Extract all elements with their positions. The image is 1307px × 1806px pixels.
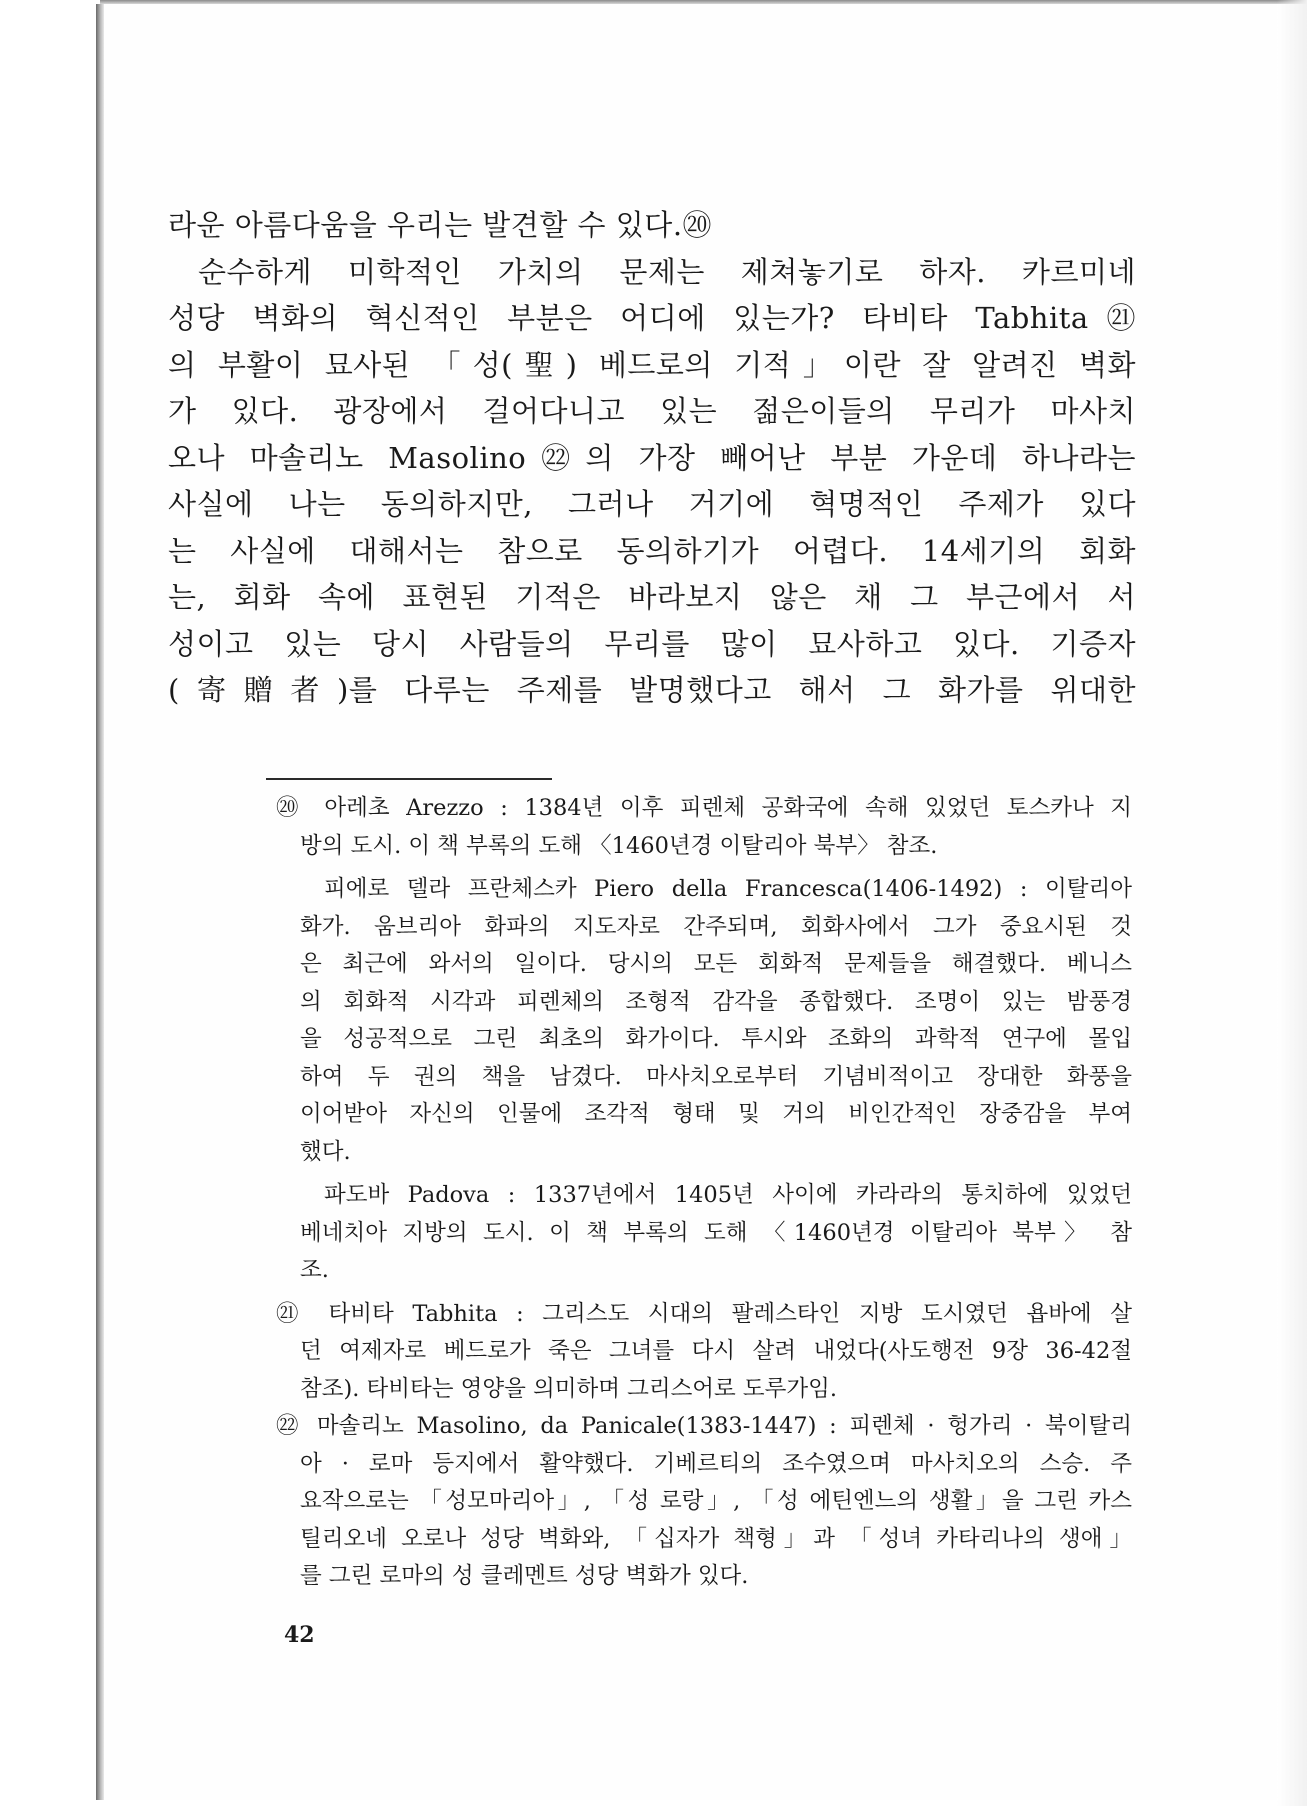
- footnote-line: 이어받아 자신의 인물에 조각적 형태 및 거의 비인간적인 장중감을 부여: [300, 1101, 1132, 1127]
- body-line: 는, 회화 속에 표현된 기적은 바라보지 않은 채 그 부근에서 서: [168, 580, 1136, 614]
- main-text: [168, 202, 1136, 714]
- page-binding-edge: [96, 4, 104, 1800]
- body-line: (寄贈者)를 다루는 주제를 발명했다고 해서 그 화가를 위대한: [168, 673, 1136, 707]
- scan-margin: [0, 0, 96, 1806]
- footnote-line: 하여 두 권의 책을 남겼다. 마사치오로부터 기념비적이고 장대한 화풍을: [300, 1063, 1132, 1090]
- footnote-line: 피에로 델라 프란체스카 Piero della Francesca(1406-1492) : 이탈리아: [324, 876, 1132, 902]
- footnote-rule: [266, 778, 552, 780]
- footnote-line: 조.: [300, 1257, 329, 1283]
- footnote-line: 틸리오네 오로나 성당 벽화와, 「십자가 책형」과 「성녀 카타리나의 생애」: [300, 1525, 1132, 1552]
- footnote-line: 요작으로는 「성모마리아」, 「성 로랑」, 「성 에틴엔느의 생활」을 그린 카스: [300, 1488, 1132, 1514]
- footnote-line: 베네치아 지방의 도시. 이 책 부록의 도해 〈1460년경 이탈리아 북부〉 참: [300, 1219, 1132, 1246]
- footnote-line: 은 최근에 와서의 일이다. 당시의 모든 회화적 문제들을 해결했다. 베니스: [300, 951, 1132, 977]
- footnote-line: ㉑ 타비타 Tabhita : 그리스도 시대의 팔레스타인 지방 도시였던 욥바에 살: [276, 1300, 1132, 1327]
- footnote-line: 을 성공적으로 그린 최초의 화가이다. 투시와 조화의 과학적 연구에 몰입: [300, 1026, 1132, 1052]
- body-line: 성당 벽화의 혁신적인 부분은 어디에 있는가? 타비타 Tabhita㉑: [168, 301, 1136, 335]
- footnote-line: 참조). 타비타는 영양을 의미하며 그리스어로 도루가임.: [300, 1375, 838, 1402]
- footnote-line: 했다.: [300, 1138, 351, 1165]
- body-line: 순수하게 미학적인 가치의 문제는 제쳐놓기로 하자. 카르미네: [198, 254, 1136, 289]
- footnote-line: ㉒ 마솔리노 Masolino, da Panicale(1383-1447) : 피렌체 · 헝가리 · 북이탈리: [276, 1413, 1132, 1439]
- footnote-line: 파도바 Padova : 1337년에서 1405년 사이에 카라라의 통치하에 있었던: [324, 1182, 1132, 1208]
- footnote-line: 의 회화적 시각과 피렌체의 조형적 감각을 종합했다. 조명이 있는 밤풍경: [300, 988, 1132, 1015]
- footnote-22: [276, 1408, 1132, 1596]
- body-line: 성이고 있는 당시 사람들의 무리를 많이 묘사하고 있다. 기증자: [168, 626, 1136, 661]
- body-line: 오나 마솔리노 Masolino㉒의 가장 빼어난 부분 가운데 하나라는: [168, 440, 1136, 475]
- footnote-20: [276, 790, 1132, 1290]
- page-number: 42: [284, 1622, 315, 1648]
- footnote-line: 화가. 움브리아 화파의 지도자로 간주되며, 회화사에서 그가 중요시된 것: [300, 913, 1132, 940]
- footnote-line: 던 여제자로 베드로가 죽은 그녀를 다시 살려 내었다(사도행전 9장 36-42절: [300, 1338, 1132, 1364]
- body-line: 가 있다. 광장에서 걸어다니고 있는 젊은이들의 무리가 마사치: [168, 394, 1136, 428]
- footnotes: [276, 790, 1132, 1596]
- body-line: 는 사실에 대해서는 참으로 동의하기가 어렵다. 14세기의 회화: [168, 533, 1136, 568]
- footnote-line: ⑳ 아레초 Arezzo : 1384년 이후 피렌체 공화국에 속해 있었던 토스카나 지: [276, 795, 1132, 821]
- page-right-edge: [1277, 0, 1307, 1806]
- footnote-line: 아 · 로마 등지에서 활약했다. 기베르티의 조수였으며 마사치오의 스승. 주: [300, 1450, 1132, 1477]
- body-line: 사실에 나는 동의하지만, 그러나 거기에 혁명적인 주제가 있다: [168, 487, 1136, 521]
- body-line: 의 부활이 묘사된 「성(聖) 베드로의 기적」이란 잘 알려진 벽화: [168, 347, 1136, 382]
- footnote-line: 를 그린 로마의 성 클레멘트 성당 벽화가 있다.: [300, 1563, 749, 1589]
- footnote-21: [276, 1296, 1132, 1409]
- body-line: 라운 아름다움을 우리는 발견할 수 있다.⑳: [168, 208, 713, 242]
- footnote-line: 방의 도시. 이 책 부록의 도해 〈1460년경 이탈리아 북부〉 참조.: [300, 832, 938, 859]
